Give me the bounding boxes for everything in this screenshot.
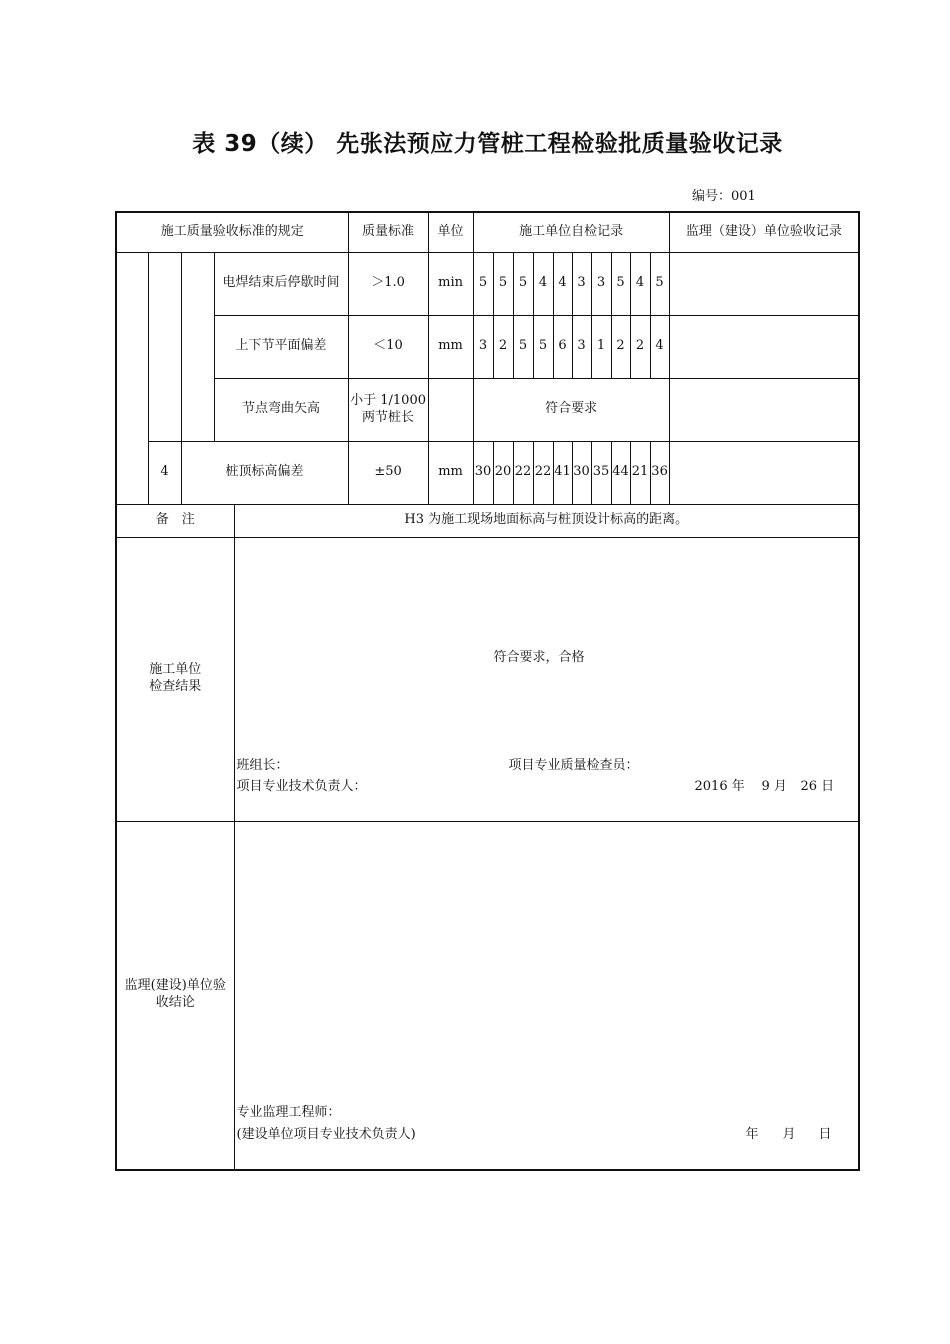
header-unit: 单位 [428,212,473,252]
supervisor-conclusion-row [116,821,859,1170]
supervisor-conclusion-area [234,821,859,1170]
item-unit: min [428,252,473,315]
quality-inspector-label: 项目专业质量检查员： [508,757,639,773]
construction-check-label: 施工单位 检查结果 [116,537,234,821]
check-value: 5 [493,252,513,315]
date-day: 日 [818,1126,832,1142]
check-value: 6 [553,315,572,378]
header-standard-spec: 施工质量验收标准的规定 [116,212,348,252]
check-value: 5 [611,252,630,315]
page-title: 表 39（续） 先张法预应力管桩工程检验批质量验收记录 [192,131,783,157]
date-day: 26 日 [800,778,835,794]
check-value: 2 [630,315,650,378]
date-month: 月 [782,1126,796,1142]
item-standard: ±50 [348,441,428,504]
check-value: 44 [611,441,630,504]
group-cell [116,252,148,504]
item-name: 电焊结束后停歇时间 [214,252,348,315]
supervisor-cell [669,252,859,315]
check-value: 4 [650,315,669,378]
date-month: 9 月 [761,778,787,794]
check-value: 35 [591,441,611,504]
check-value: 2 [493,315,513,378]
owner-tech-lead-label: (建设单位项目专业技术负责人) [236,1126,416,1142]
check-value: 30 [572,441,591,504]
document-number: 编号：001 [692,189,756,204]
item-name: 上下节平面偏差 [214,315,348,378]
construction-check-row [116,537,859,821]
table-row [116,252,859,315]
item-unit [428,378,473,441]
construction-check-area [234,537,859,821]
supervisor-cell [669,441,859,504]
item-name: 桩顶标高偏差 [181,441,348,504]
remarks-row [116,504,859,537]
check-value: 4 [533,252,553,315]
index-cell [148,252,181,441]
table-row [116,315,859,378]
item-unit: mm [428,315,473,378]
check-value: 5 [513,315,533,378]
item-index: 4 [148,441,181,504]
check-value: 30 [473,441,493,504]
table-row [116,441,859,504]
supervising-engineer-label: 专业监理工程师： [236,1104,341,1120]
check-value: 22 [533,441,553,504]
check-value: 5 [473,252,493,315]
check-value: 20 [493,441,513,504]
check-value: 4 [553,252,572,315]
check-value: 36 [650,441,669,504]
check-value: 5 [650,252,669,315]
check-value: 41 [553,441,572,504]
supervisor-cell [669,378,859,441]
header-supervisor-record: 监理（建设）单位验收记录 [669,212,859,252]
item-standard: ＞1.0 [348,252,428,315]
item-name: 节点弯曲矢高 [214,378,348,441]
remarks-label: 备 注 [116,504,234,537]
check-value: 3 [572,315,591,378]
team-leader-label: 班组长： [236,757,289,773]
check-value: 22 [513,441,533,504]
item-unit: mm [428,441,473,504]
table-row [116,378,859,441]
check-value: 21 [630,441,650,504]
check-value: 1 [591,315,611,378]
header-row [116,212,859,252]
construction-check-result: 符合要求，合格 [493,649,585,665]
item-standard: ＜10 [348,315,428,378]
check-value: 4 [630,252,650,315]
supervisor-cell [669,315,859,378]
item-standard: 小于 1/1000 两节桩长 [348,378,428,441]
supervisor-conclusion-label: 监理(建设)单位验 收结论 [116,821,234,1170]
check-value: 5 [533,315,553,378]
tech-lead-label: 项目专业技术负责人： [236,778,367,794]
date-year: 2016 年 [694,778,745,794]
remarks-text: H3 为施工现场地面标高与桩顶设计标高的距离。 [234,504,859,537]
check-value: 5 [513,252,533,315]
merged-check-result: 符合要求 [473,378,669,441]
check-value: 3 [473,315,493,378]
inspection-record-table [115,211,860,1171]
header-self-check: 施工单位自检记录 [473,212,669,252]
check-value: 2 [611,315,630,378]
check-value: 3 [572,252,591,315]
date-year: 年 [745,1126,759,1142]
subgroup-cell [181,252,214,441]
check-value: 3 [591,252,611,315]
header-quality-standard: 质量标准 [348,212,428,252]
